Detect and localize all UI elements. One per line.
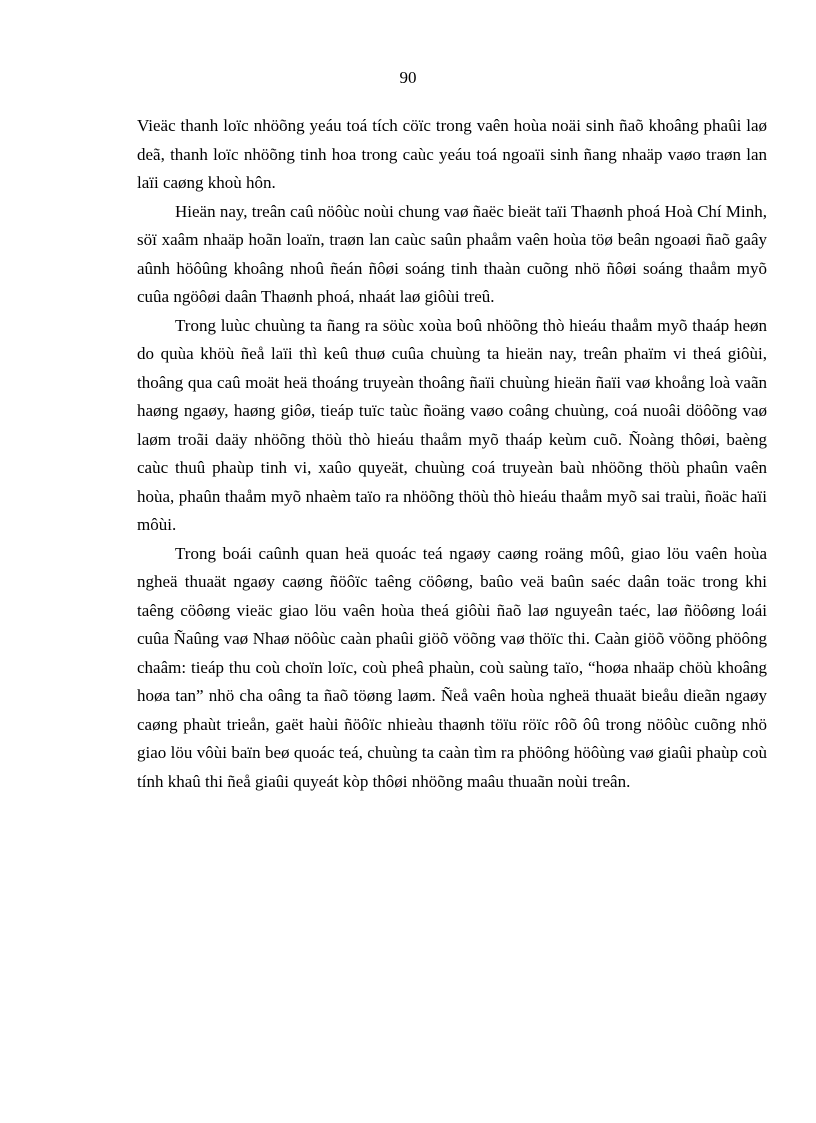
paragraph-2: Hieän nay, treân caû nöôùc noùi chung vaø ñaëc bieät taïi Thaønh phoá Hoà Chí Minh, söï xaâm nhaäp hoãn loaïn, traøn lan caùc saûn phaåm vaên hoùa töø beân ngoaøi ñaõ gaây aûnh höôûng khoâng nhoû ñeán ñôøi soáng tinh thaàn cuõng nhö ñôøi soáng thaåm myõ cuûa ngöôøi daân Thaønh phoá, nhaát laø giôùi treû. xyxy=(137,201,767,306)
paragraph-3: Trong luùc chuùng ta ñang ra söùc xoùa boû nhöõng thò hieáu thaåm myõ thaáp heøn do quùa khöù ñeå laïi thì keû thuø cuûa chuùng ta hieän nay, treân phaïm vi theá giôùi, thoâng qua caû moät heä thoáng truyeàn thoâng ñaïi chuùng hieän ñaïi vaø khoång loà vaãn haøng ngaøy, haøng giôø, tieáp tuïc taùc ñoäng vaøo coâng chuùng, coá nuoâi döôõng vaø laøm troãi daäy nhöõng thöù thò hieáu thaåm myõ thaáp keùm cuõ. Ñoàng thôøi, baèng caùc thuû phaùp tinh vi, xaûo quyeät, chuùng coá truyeàn baù nhöõng thöù phaûn vaên hoùa, phaûn thaåm myõ nhaèm taïo ra nhöõng thöù thò hieáu thaåm myõ sai traùi, ñoäc haïi môùi. xyxy=(137,315,767,534)
body-text xyxy=(137,112,767,796)
paragraph-1: Vieäc thanh loïc nhöõng yeáu toá tích cöïc trong vaên hoùa noäi sinh ñaõ khoâng phaûi laø deã, thanh loïc nhöõng tinh hoa trong caùc yeáu toá ngoaïi sinh ñang nhaäp vaøo traøn lan laïi caøng khoù hôn. xyxy=(137,116,767,192)
paragraph-4: Trong boái caûnh quan heä quoác teá ngaøy caøng roäng môû, giao löu vaên hoùa ngheä thuaät ngaøy caøng ñöôïc taêng cöôøng, baûo veä baûn saéc daân toäc trong khi taêng cöôøng vieäc giao löu vaên hoùa theá giôùi ñaõ laø nguyeân taéc, laø ñöôøng loái cuûa Ñaûng vaø Nhaø nöôùc caàn phaûi giöõ vöõng vaø thöïc thi. Caàn giöõ vöõng phöông chaâm: tieáp thu coù choïn loïc, coù pheâ phaùn, coù saùng taïo, “hoøa nhaäp chöù khoâng hoøa tan” nhö cha oâng ta ñaõ töøng laøm. Ñeå vaên hoùa ngheä thuaät bieåu dieãn ngaøy caøng phaùt trieån, gaët haùi ñöôïc nhieàu thaønh töïu röïc rôõ ôû trong nöôùc cuõng nhö giao löu vôùi baïn beø quoác teá, chuùng ta caàn tìm ra phöông höôùng vaø giaûi phaùp coù tính khaû thi ñeå giaûi quyeát kòp thôøi nhöõng maâu thuaãn noùi treân. xyxy=(137,543,767,791)
page-number: 90 xyxy=(399,68,417,87)
